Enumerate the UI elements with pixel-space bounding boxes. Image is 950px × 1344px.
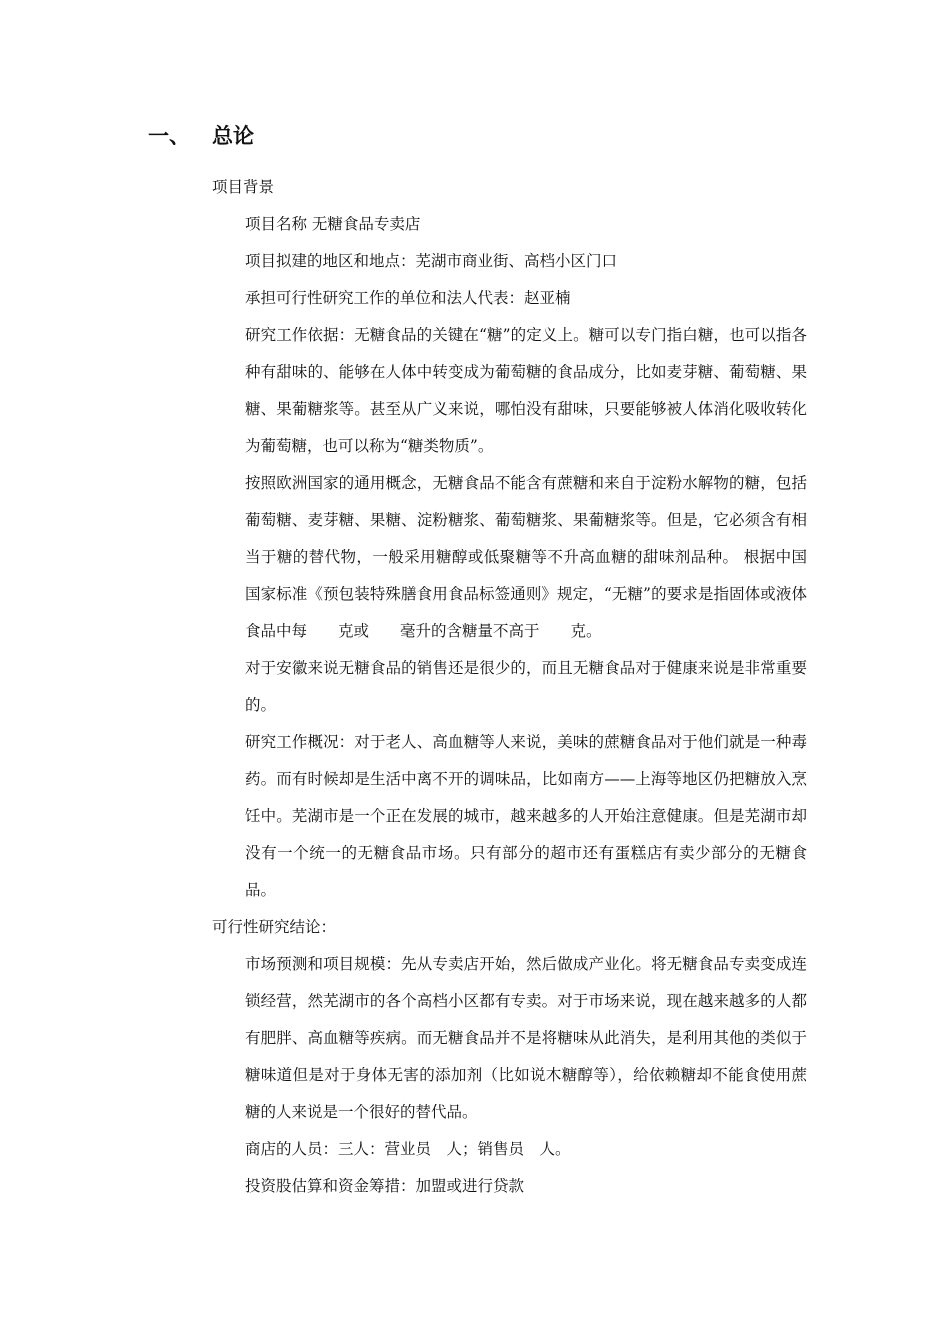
- anhui-paragraph: 对于安徽来说无糖食品的销售还是很少的，而且无糖食品对于健康来说是非常重要的。: [245, 659, 807, 714]
- research-basis-paragraph: 研究工作依据：无糖食品的关键在“糖”的定义上。糖可以专门指白糖，也可以指各种有甜味的、能够在人体中转变成为葡萄糖的食品成分，比如麦芽糖、葡萄糖、果糖、果葡糖浆等。甚至从广义来说，哪怕没有甜味，只要能够被人体消化吸收转化为葡萄糖，也可以称为“糖类物质”。: [245, 326, 807, 455]
- market-forecast-paragraph: 市场预测和项目规模：先从专卖店开始，然后做成产业化。将无糖食品专卖变成连锁经营，然芜湖市的各个高档小区都有专卖。对于市场来说，现在越来越多的人都有肥胖、高血糖等疾病。而无糖食品并不是将糖味从此消失，是利用其他的类似于糖味道但是对于身体无害的添加剂（比如说木糖醇等），给依赖糖却不能食使用蔗糖的人来说是一个很好的替代品。: [245, 955, 807, 1121]
- investment-line: 投资股估算和资金筹措：加盟或进行贷款: [245, 1177, 525, 1195]
- project-name: 项目名称 无糖食品专卖店: [245, 215, 421, 233]
- subsection-title-background: 项目背景: [212, 178, 275, 196]
- staff-line: 商店的人员：三人：营业员 人；销售员 人。: [245, 1140, 571, 1158]
- section-title: 总论: [212, 123, 254, 148]
- project-representative: 承担可行性研究工作的单位和法人代表：赵亚楠: [245, 289, 571, 307]
- section-number: 一、: [148, 123, 190, 148]
- subsection-title-conclusion: 可行性研究结论：: [212, 918, 337, 936]
- section-heading: [148, 120, 254, 152]
- research-overview-paragraph: 研究工作概况：对于老人、高血糖等人来说，美味的蔗糖食品对于他们就是一种毒药。而有时候却是生活中离不开的调味品，比如南方——上海等地区仍把糖放入烹饪中。芜湖市是一个正在发展的城市，越来越多的人开始注意健康。但是芜湖市却没有一个统一的无糖食品市场。只有部分的超市还有蛋糕店有卖少部分的无糖食品。: [245, 733, 807, 899]
- document-body: [0, 169, 950, 1205]
- europe-standard-paragraph: 按照欧洲国家的通用概念，无糖食品不能含有蔗糖和来自于淀粉水解物的糖，包括葡萄糖、麦芽糖、果糖、淀粉糖浆、葡萄糖浆、果葡糖浆等。但是，它必须含有相当于糖的替代物，一般采用糖醇或低聚糖等不升高血糖的甜味剂品种。 根据中国国家标准《预包装特殊膳食用食品标签通则》规定，“无糖”的要求是指固体或液体食品中每 克或 毫升的含糖量不高于 克。: [245, 474, 807, 640]
- project-location: 项目拟建的地区和地点：芜湖市商业街、高档小区门口: [245, 252, 618, 270]
